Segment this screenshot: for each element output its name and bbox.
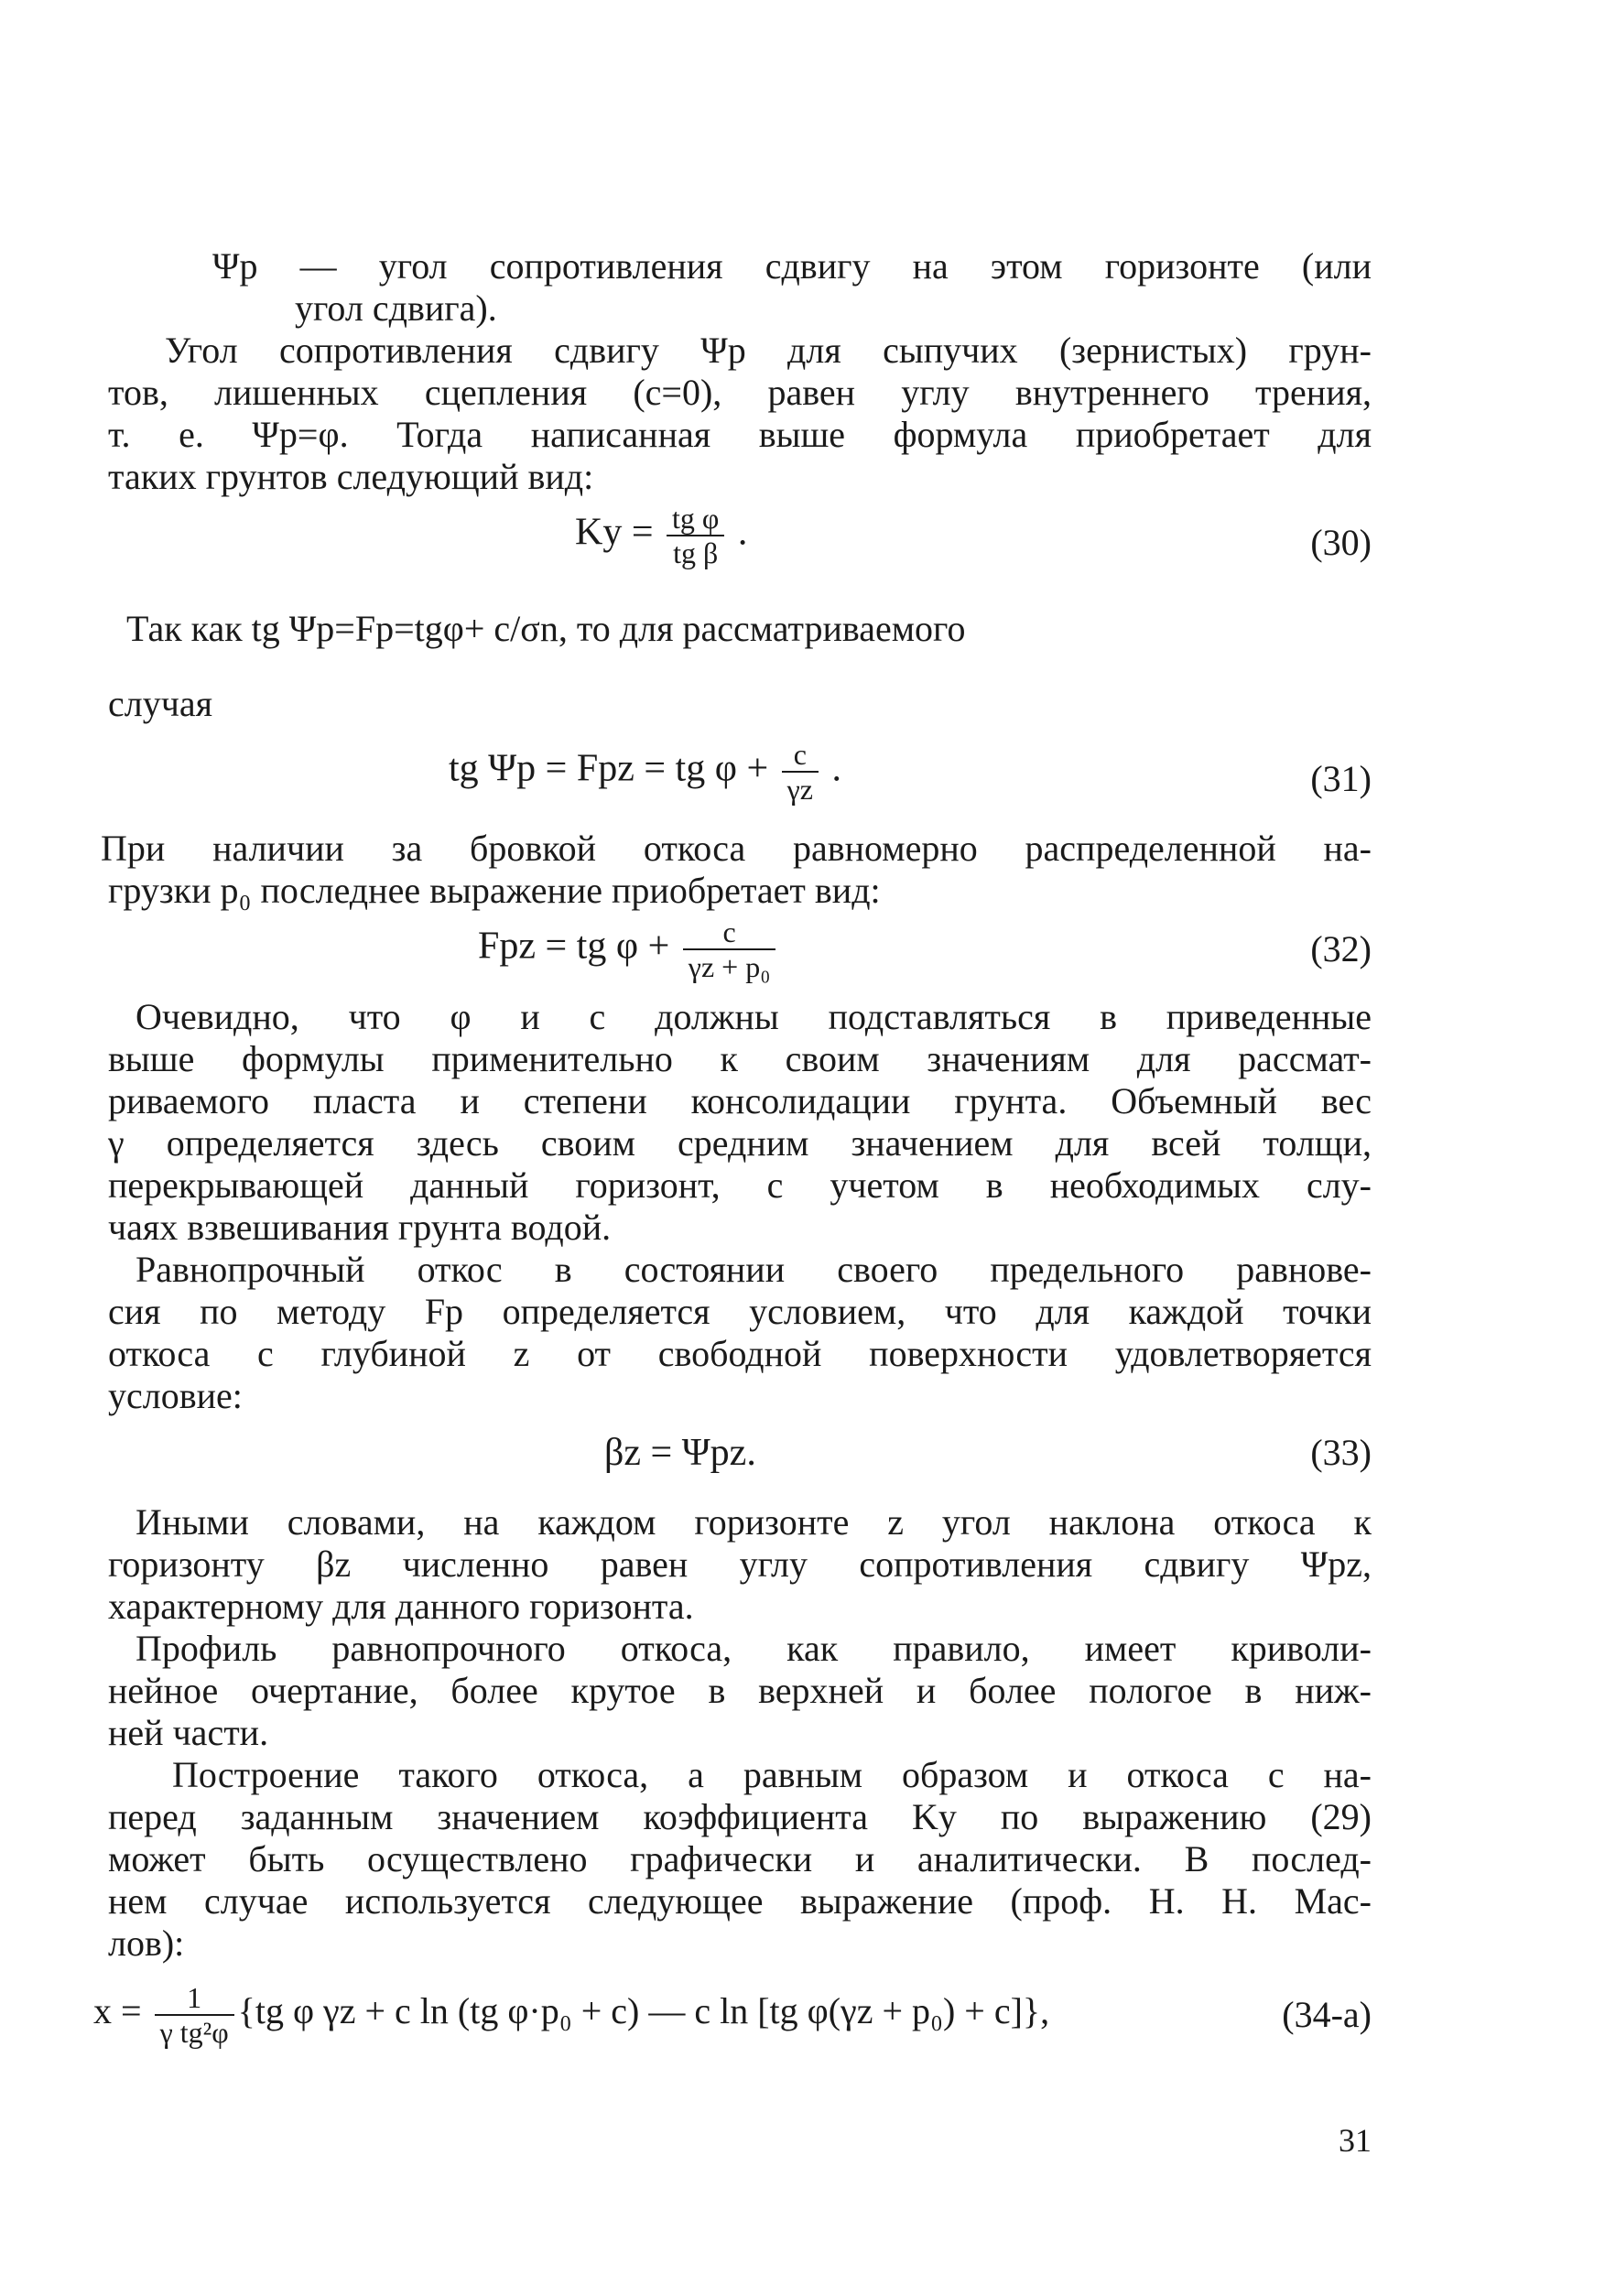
text-line: нейное очертание, более крутое в верхней и более пологое в ниж- <box>108 1670 1372 1711</box>
text-line: Профиль равнопрочного откоса, как правило, имеет криволи- <box>136 1628 1372 1669</box>
text-line: лов): <box>108 1922 185 1964</box>
text-line: Ψp — угол сопротивления сдвигу на этом горизонте (или <box>212 245 1372 287</box>
fraction-numerator: tg φ <box>667 502 724 536</box>
formula-32 <box>478 915 779 983</box>
text-line: чаях взвешивания грунта водой. <box>108 1207 612 1248</box>
formula-33: βz = Ψpz. <box>604 1432 756 1474</box>
text-line: тов, лишенных сцепления (c=0), равен углу внутреннего трения, <box>108 372 1372 413</box>
page-number: 31 <box>1339 2122 1372 2159</box>
text-line: угол сдвига). <box>295 287 497 329</box>
text-line: сия по методу Fp определяется условием, что для каждой точки <box>108 1291 1372 1332</box>
formula-30 <box>575 502 747 569</box>
equation-number-32: (32) <box>1310 928 1372 969</box>
fraction-numerator: 1 <box>155 1981 234 2016</box>
fraction-numerator: c <box>683 915 776 950</box>
formula-30-lhs: Kу = <box>575 511 664 554</box>
equation-number-30: (30) <box>1310 522 1372 563</box>
text-line: перед заданным значением коэффициента Kу по выражению (29) <box>108 1796 1372 1837</box>
text-line: горизонту βz численно равен углу сопротивления сдвигу Ψpz, <box>108 1543 1372 1585</box>
equation-number-31: (31) <box>1310 758 1372 799</box>
formula-31-lhs: tg Ψp = Fpz = tg φ + <box>449 747 778 790</box>
text-line: риваемого пласта и степени консолидации грунта. Объемный вес <box>108 1080 1372 1121</box>
formula-31-fraction <box>782 738 819 806</box>
text-line: т. е. Ψp=φ. Тогда написанная выше формула приобретает для <box>108 414 1372 455</box>
equation-number-33: (33) <box>1310 1432 1372 1473</box>
text-line: случая <box>108 683 212 724</box>
formula-34a-rest: {tg φ γz + c ln (tg φ·p₀ + c) — c ln [tg φ(γz + p₀) + c]}, <box>237 1990 1050 2032</box>
fraction-denominator: tg β <box>673 536 719 569</box>
text-line: может быть осуществлено графически и аналитически. В послед- <box>108 1838 1372 1879</box>
text-line: Очевидно, что φ и c должны подставляться в приведенные <box>136 996 1372 1037</box>
formula-34a <box>93 1981 1049 2049</box>
text-line: ней части. <box>108 1712 269 1753</box>
text-line: Иными словами, на каждом горизонте z угол наклона откоса к <box>136 1501 1372 1543</box>
text-line: таких грунтов следующий вид: <box>108 456 594 497</box>
fraction-denominator: γz + p₀ <box>688 950 771 983</box>
fraction-numerator: c <box>782 738 819 773</box>
formula-34a-fraction <box>155 1981 234 2049</box>
fraction-denominator: γz <box>786 773 813 806</box>
equation-number-34a: (34-а) <box>1282 1994 1372 2035</box>
text-line: условие: <box>108 1375 243 1416</box>
formula-32-fraction <box>683 915 776 983</box>
text-line: Так как tg Ψp=Fp=tgφ+ c/σn, то для рассматриваемого <box>126 608 966 649</box>
formula-30-fraction <box>667 502 724 569</box>
formula-31-tail: . <box>821 747 841 790</box>
formula-31 <box>449 738 841 806</box>
text-line: откоса с глубиной z от свободной поверхности удовлетворяется <box>108 1333 1372 1374</box>
fraction-denominator: γ tg²φ <box>159 2016 229 2049</box>
text-line: выше формулы применительно к своим значениям для рассмат- <box>108 1038 1372 1079</box>
text-line: γ определяется здесь своим средним значением для всей толщи, <box>108 1122 1372 1164</box>
formula-32-lhs: Fpz = tg φ + <box>478 925 679 968</box>
text-line: Равнопрочный откос в состоянии своего предельного равнове- <box>136 1249 1372 1290</box>
formula-30-tail: . <box>728 511 748 554</box>
text-line: Построение такого откоса, а равным образом и откоса с на- <box>172 1754 1372 1795</box>
text-line: При наличии за бровкой откоса равномерно распределенной на- <box>101 828 1372 869</box>
text-line: нем случае используется следующее выражение (проф. Н. Н. Мас- <box>108 1880 1372 1922</box>
text-line: перекрывающей данный горизонт, с учетом в необходимых слу- <box>108 1164 1372 1206</box>
formula-34a-lhs: x = <box>93 1990 151 2032</box>
text-line: грузки p₀ последнее выражение приобретает вид: <box>108 870 881 911</box>
text-line: характерному для данного горизонта. <box>108 1586 694 1627</box>
text-line: Угол сопротивления сдвигу Ψp для сыпучих (зернистых) грун- <box>165 330 1372 371</box>
